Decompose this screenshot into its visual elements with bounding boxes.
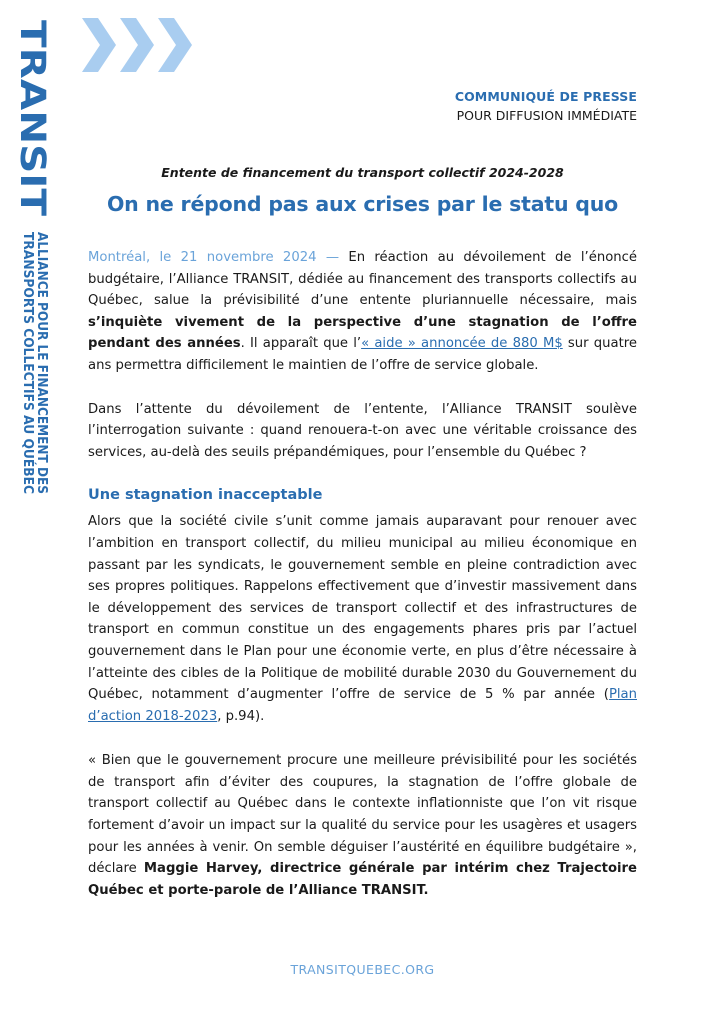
intro-text-1: En réaction au dévoilement de l’énoncé budgétaire, l’Alliance TRANSIT, dédiée au financement des transports collectifs au Québec, salue la prévisibilité d’une entente pluriannuelle nécessaire, mais [88, 250, 637, 309]
aide-annoncee-link[interactable]: « aide » annoncée de 880 M$ [361, 336, 563, 352]
press-header [455, 88, 637, 126]
intro-text-2: . Il apparaît que l’ [240, 336, 362, 352]
paragraph-intro [88, 247, 637, 377]
chevrons-icon [82, 14, 202, 80]
quote-attribution: Maggie Harvey, directrice générale par intérim chez Trajectoire Québec et porte-parole de l’Alliance TRANSIT. [88, 861, 637, 898]
press-release-label: COMMUNIQUÉ DE PRESSE [454, 89, 637, 104]
paragraph-question: Dans l’attente du dévoilement de l’entente, l’Alliance TRANSIT soulève l’interrogation suivante : quand renouera-t-on avec une véritable croissance des services, au-delà des seuils prépandémiques, pour l’ensemble du Québec ? [88, 401, 637, 460]
article-headline: On ne répond pas aux crises par le statu quo [106, 192, 619, 216]
stagnation-text-2: , p.94). [217, 708, 265, 724]
immediate-release-label: POUR DIFFUSION IMMÉDIATE [456, 108, 637, 123]
paragraph-stagnation [88, 511, 637, 727]
brand-logo [12, 20, 68, 514]
brand-vertical [12, 20, 68, 514]
article-body [88, 247, 637, 901]
brand-wordmark: TRANSIT [12, 20, 52, 190]
intro-text-3: sur quatre ans permettra difficilement le maintien de l’offre de service globale. [88, 336, 637, 373]
footer-website-link[interactable]: TRANSITQUEBEC.ORG [290, 962, 435, 977]
quote-text: « Bien que le gouvernement procure une meilleure prévisibilité pour les sociétés de transport afin d’éviter des coupures, la stagnation de l’offre globale de transport collectif au Québec dans le contexte inflationniste que l’on vit risque fortement d’avoir un impact sur la qualité du service pour les usagères et usagers pour les années à venir. On semble déguiser l’austérité en équilibre budgétaire », déclare [88, 753, 637, 877]
brand-tagline-line1: ALLIANCE POUR LE FINANCEMENT DES [34, 232, 49, 514]
plan-action-link[interactable]: Plan d’action 2018-2023 [88, 687, 637, 724]
article-kicker: Entente de financement du transport collectif 2024-2028 [161, 165, 564, 180]
brand-tagline-line2: TRANSPORTS COLLECTIFS AU QUÉBEC [20, 232, 35, 510]
dateline: Montréal, le 21 novembre 2024 — [88, 250, 340, 265]
intro-bold: s’inquiète vivement de la perspective d’une stagnation de l’offre pendant des années [88, 314, 637, 352]
paragraph-quote [88, 750, 637, 901]
stagnation-text-1: Alors que la société civile s’unit comme jamais auparavant pour renouer avec l’ambition en transport collectif, du milieu municipal au milieu économique en passant par les syndicats, le gouvernement semble en pleine contradiction avec ses propres politiques. Rappelons effectivement que d’investir massivement dans le développement des services de transport collectif et des infrastructures de transport en commun constitue un des engagements phares pris par l’actuel gouvernement dans le Plan pour une économie verte, en plus d’être nécessaire à l’atteinte des cibles de la Politique de mobilité durable 2030 du Gouvernement du Québec, notamment d’augmenter l’offre de service de 5 % par année ( [88, 514, 637, 703]
section-heading: Une stagnation inacceptable [88, 487, 323, 504]
